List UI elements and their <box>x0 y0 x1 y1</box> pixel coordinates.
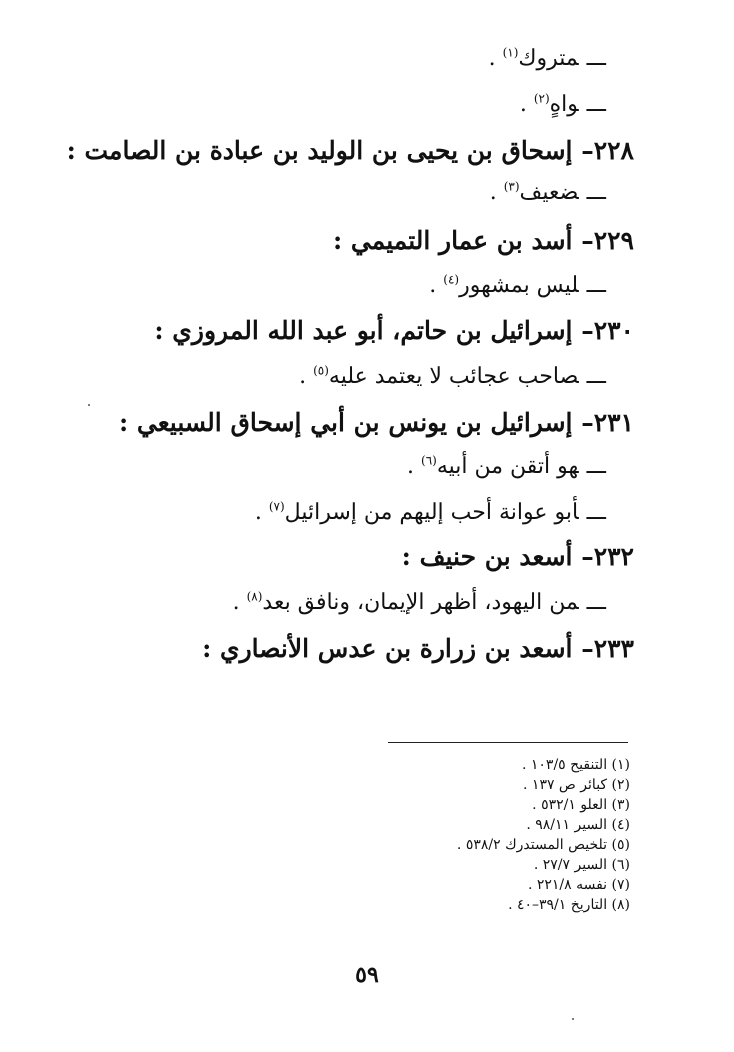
line-10: ـــهو أتقن من أبيه$^{(٦)}$ . <box>407 453 606 479</box>
footnote-ref: (٨) <box>246 589 263 604</box>
footnote-divider <box>388 742 628 743</box>
footnote-ref: (٥) <box>313 363 329 378</box>
entry-233: ٢٣٣– أسعد بن زرارة بن عدس الأنصاري : <box>202 634 634 663</box>
line-11: ـــأبو عوانة أحب إليهم من إسرائيل$^{(٧)}$ . <box>254 499 606 525</box>
footnote-2: (٢) كبائر ص ١٣٧ . <box>523 777 630 793</box>
footnote-ref: (٧) <box>268 499 285 514</box>
footnote-7: (٧) نفسه ٢٢١/٨ . <box>527 877 630 893</box>
line-4: ـــضعيف$^{(٣)}$ . <box>489 179 606 205</box>
footnote-1: (١) التنقيح ١٠٣/٥ . <box>521 757 630 773</box>
scan-speck <box>88 404 90 406</box>
footnote-ref: (٣) <box>503 179 520 194</box>
scan-speck <box>572 1018 574 1020</box>
entry-228: ٢٢٨– إسحاق بن يحيى بن الوليد بن عبادة بن الصامت : <box>66 136 634 165</box>
line-1: ـــمتروك$^{(١)}$ . <box>488 45 606 71</box>
entry-230: ٢٣٠– إسرائيل بن حاتم، أبو عبد الله المروزي : <box>154 316 634 345</box>
footnote-8: (٨) التاريخ ٣٩/١–٤٠ . <box>508 897 630 913</box>
line-6: ـــليس بمشهور$^{(٤)}$ . <box>429 272 606 298</box>
footnote-5: (٥) تلخيص المستدرك ٥٣٨/٢ . <box>456 837 630 853</box>
footnote-3: (٣) العلو ٥٣٢/١ . <box>532 797 630 813</box>
footnote-ref: (٤) <box>443 272 460 287</box>
footnote-ref: (٢) <box>533 91 550 106</box>
entry-232: ٢٣٢– أسعد بن حنيف : <box>401 542 634 571</box>
footnote-ref: (١) <box>502 45 519 60</box>
footnote-4: (٤) السير ٩٨/١١ . <box>526 817 630 833</box>
entry-229: ٢٢٩– أسد بن عمار التميمي : <box>332 226 634 255</box>
footnote-ref: (٦) <box>421 453 437 468</box>
page-number: ٥٩ <box>355 962 379 988</box>
line-8: ـــصاحب عجائب لا يعتمد عليه$^{(٥)}$ . <box>299 363 606 389</box>
line-13: ـــمن اليهود، أظهر الإيمان، ونافق بعد$^{(٨)}$ . <box>232 589 606 615</box>
entry-231: ٢٣١– إسرائيل بن يونس بن أبي إسحاق السبيعي : <box>118 408 634 437</box>
line-2: ـــواهٍ$^{(٢)}$ . <box>519 91 606 117</box>
footnote-6: (٦) السير ٢٧/٧ . <box>533 857 630 873</box>
